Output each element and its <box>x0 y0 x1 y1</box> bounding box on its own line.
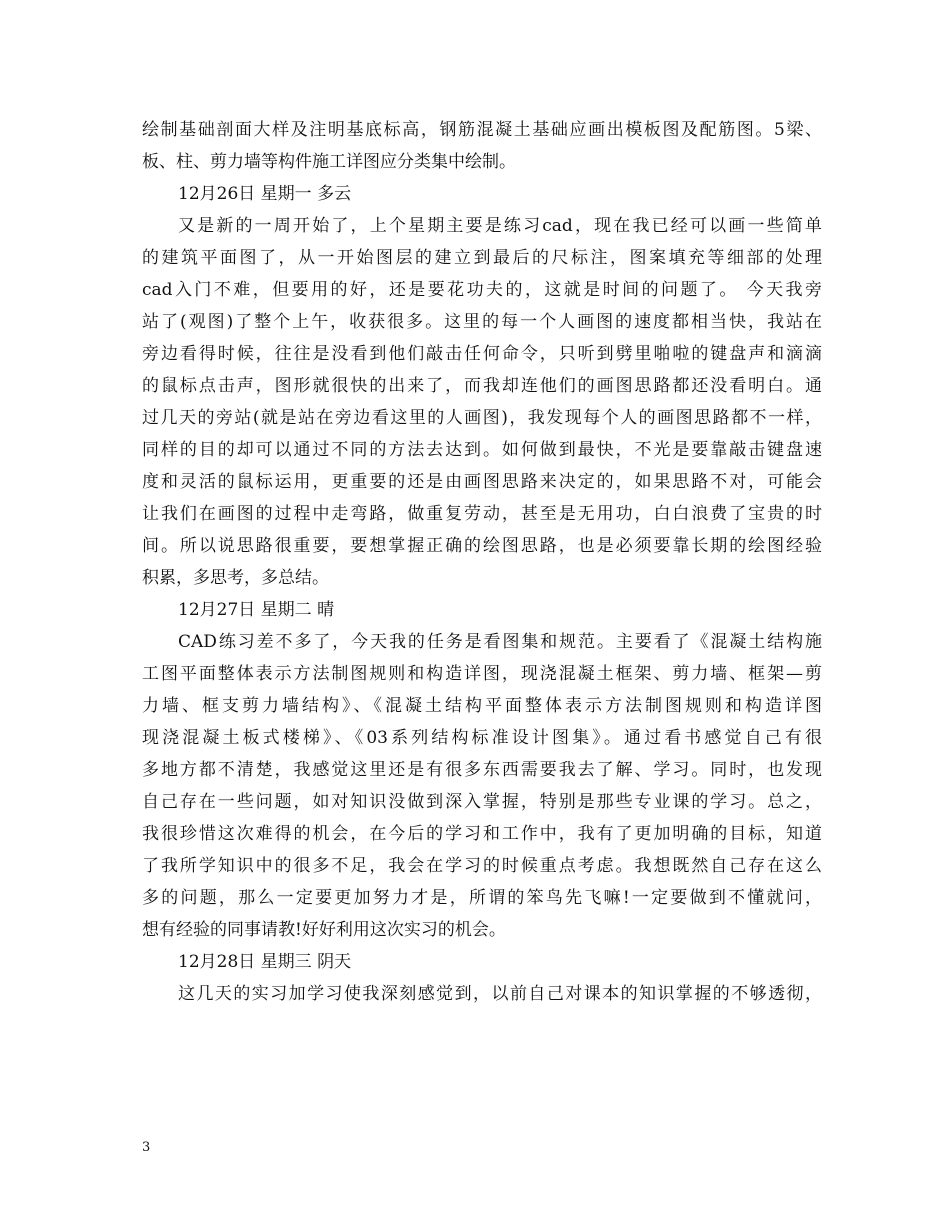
text-line: 积累，多思考，多总结。 <box>142 568 329 588</box>
text-line: 现浇混凝土板式楼梯》、《03系列结构标准设计图集》。通过看书感觉自己有很 <box>142 728 822 748</box>
text-line: 多的问题，那么一定要更加努力才是，所谓的笨鸟先飞嘛!一定要做到不懂就问， <box>142 888 822 908</box>
text-line: 我很珍惜这次难得的机会，在今后的学习和工作中，我有了更加明确的目标，知道 <box>142 824 822 844</box>
page-number: 3 <box>142 1140 151 1155</box>
text-line: 多地方都不清楚，我感觉这里还是有很多东西需要我去了解、学习。同时，也发现 <box>142 760 822 780</box>
diary-date-heading: 12月28日 星期三 阴天 <box>178 952 352 972</box>
text-line: 度和灵活的鼠标运用，更重要的还是由画图思路来决定的，如果思路不对，可能会 <box>142 472 822 492</box>
text-line: 间。所以说思路很重要，要想掌握正确的绘图思路，也是必须要靠长期的绘图经验 <box>142 536 822 556</box>
text-line: 工图平面整体表示方法制图规则和构造详图，现浇混凝土框架、剪力墙、框架—剪 <box>142 664 822 684</box>
text-line: 让我们在画图的过程中走弯路，做重复劳动，甚至是无用功，白白浪费了宝贵的时 <box>142 504 822 524</box>
text-line: cad入门不难，但要用的好，还是要花功夫的，这就是时间的问题了。 今天我旁 <box>142 280 822 300</box>
text-line: 力墙、框支剪力墙结构》、《混凝土结构平面整体表示方法制图规则和构造详图 <box>142 696 822 716</box>
text-line: 的鼠标点击声，图形就很快的出来了，而我却连他们的画图思路都还没看明白。通 <box>142 376 822 396</box>
text-line: 站了(观图)了整个上午，收获很多。这里的每一个人画图的速度都相当快，我站在 <box>142 312 822 332</box>
text-line: 想有经验的同事请教!好好利用这次实习的机会。 <box>142 920 506 940</box>
text-line: 同样的目的却可以通过不同的方法去达到。如何做到最快，不光是要靠敲击键盘速 <box>142 440 822 460</box>
text-line: 板、柱、剪力墙等构件施工详图应分类集中绘制。 <box>142 152 516 172</box>
body-text <box>142 114 822 1010</box>
text-line: 过几天的旁站(就是站在旁边看这里的人画图)，我发现每个人的画图思路都不一样， <box>142 408 822 428</box>
text-line: 了我所学知识中的很多不足，我会在学习的时候重点考虑。我想既然自己存在这么 <box>142 856 822 876</box>
text-line: 旁边看得时候，往往是没看到他们敲击任何命令，只听到劈里啪啦的键盘声和滴滴 <box>142 344 822 364</box>
text-line: 绘制基础剖面大样及注明基底标高，钢筋混凝土基础应画出模板图及配筋图。5梁、 <box>142 120 822 140</box>
text-line: 又是新的一周开始了，上个星期主要是练习cad，现在我已经可以画一些简单 <box>178 216 822 236</box>
text-line: 这几天的实习加学习使我深刻感觉到，以前自己对课本的知识掌握的不够透彻， <box>178 984 822 1004</box>
diary-date-heading: 12月27日 星期二 晴 <box>178 600 335 620</box>
text-line: CAD练习差不多了，今天我的任务是看图集和规范。主要看了《混凝土结构施 <box>178 632 822 652</box>
text-line: 自己存在一些问题，如对知识没做到深入掌握，特别是那些专业课的学习。总之， <box>142 792 822 812</box>
diary-date-heading: 12月26日 星期一 多云 <box>178 184 352 204</box>
text-line: 的建筑平面图了，从一开始图层的建立到最后的尺标注，图案填充等细部的处理 <box>142 248 822 268</box>
